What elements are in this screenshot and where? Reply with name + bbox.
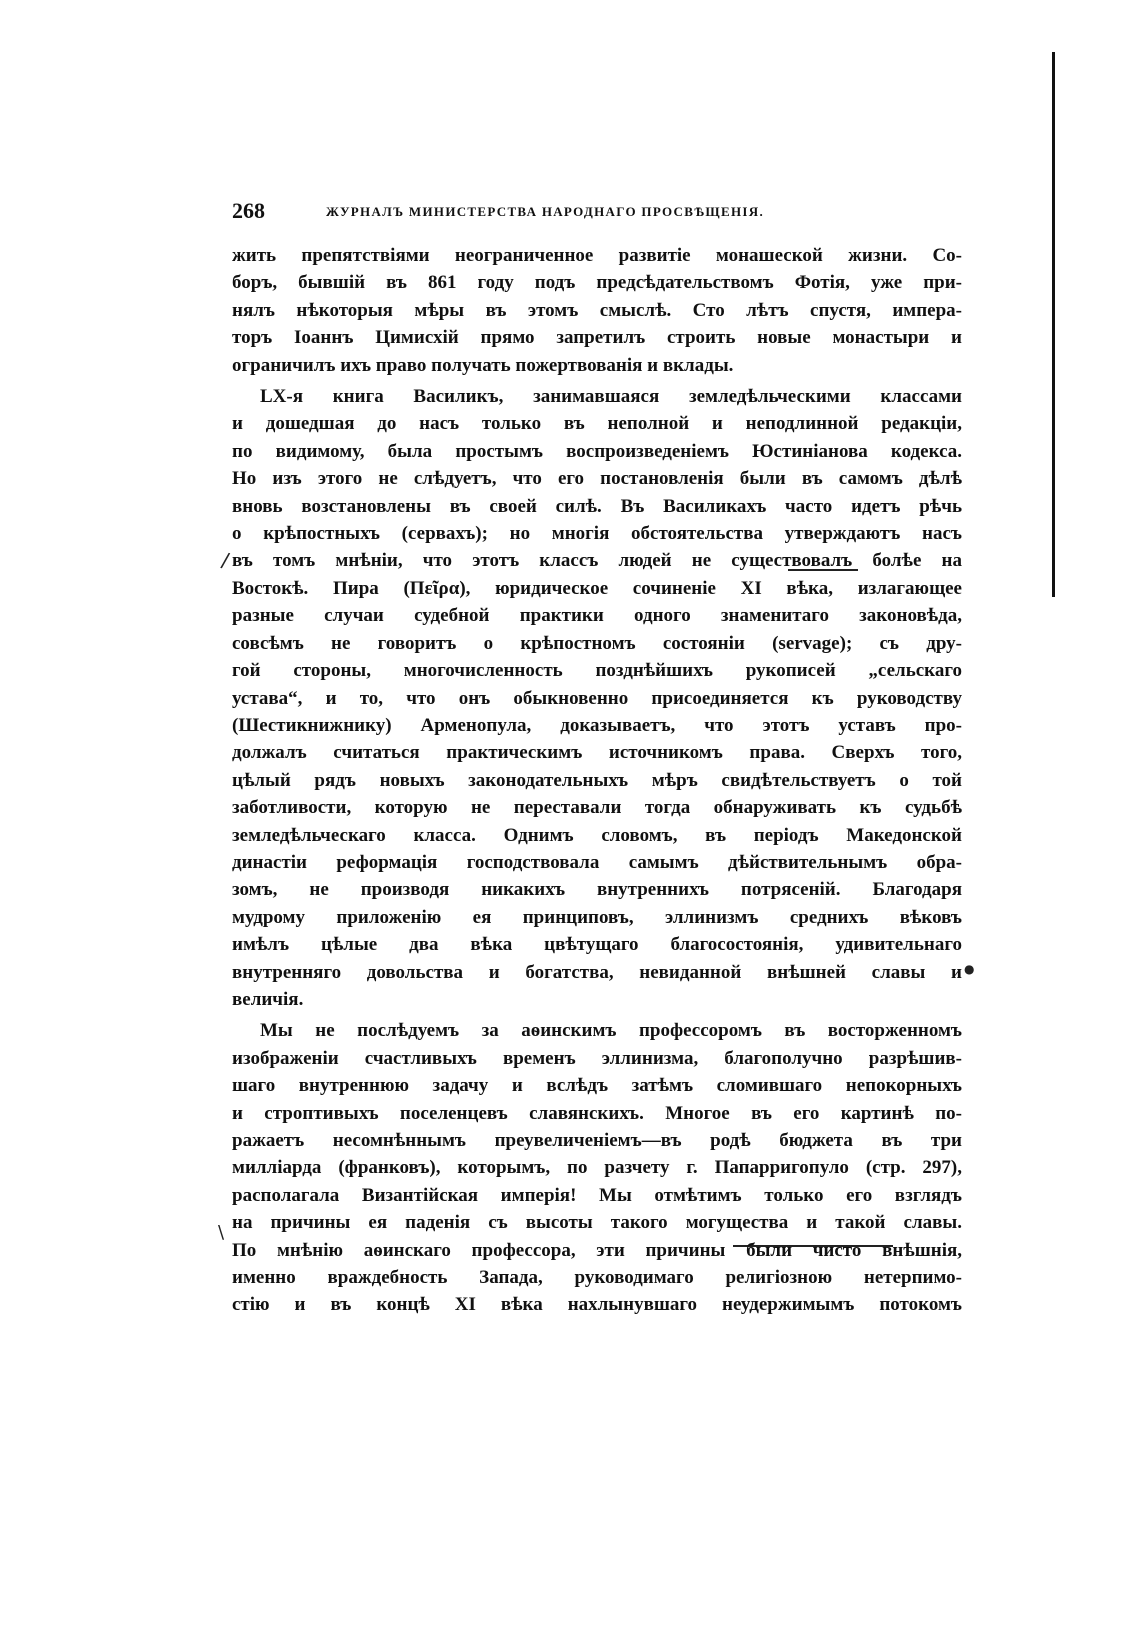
text-line: Но изъ этого не слѣдуетъ, что его постановленія были въ самомъ дѣлѣ bbox=[232, 468, 962, 490]
text-line: мудрому приложенію ея принциповъ, эллинизмъ среднихъ вѣковъ bbox=[232, 906, 962, 928]
text-line: торъ Іоаннъ Цимисхій прямо запретилъ строить новые монастыри и bbox=[232, 327, 962, 349]
margin-pencil-mark: / bbox=[219, 547, 232, 573]
text-line: должалъ считаться практическимъ источникомъ права. Сверхъ того, bbox=[232, 742, 962, 764]
text-line: (Шестикнижнику) Арменопула, доказываетъ, что этотъ уставъ про- bbox=[232, 714, 962, 736]
text-line: Мы не послѣдуемъ за аѳинскимъ профессоромъ въ восторженномъ bbox=[260, 1020, 962, 1042]
text-line: нялъ нѣкоторыя мѣры въ этомъ смыслѣ. Сто лѣтъ спустя, импера- bbox=[232, 299, 962, 321]
text-line: ражаетъ несомнѣннымъ преувеличеніемъ—въ родѣ бюджета въ три bbox=[232, 1130, 962, 1151]
text-line: зомъ, не производя никакихъ внутреннихъ потрясеній. Благодаря bbox=[232, 879, 962, 901]
text-line: располагала Византійская имперія! Мы отмѣтимъ только его взглядъ bbox=[232, 1184, 962, 1206]
text-line: шаго внутреннюю задачу и вслѣдъ затѣмъ сломившаго непокорныхъ bbox=[232, 1075, 962, 1097]
text-line: жить препятствіями неограниченное развитіе монашеской жизни. Со- bbox=[232, 245, 962, 266]
text-line: изображеніи счастливыхъ временъ эллинизма, благополучно разрѣшив- bbox=[232, 1047, 962, 1069]
text-line: земледѣльческаго класса. Однимъ словомъ, въ періодъ Македонской bbox=[232, 824, 962, 846]
text-line: боръ, бывшій въ 861 году подъ предсѣдательствомъ Фотія, уже при- bbox=[232, 272, 962, 294]
text-line: вновь возстановлены въ своей силѣ. Въ Василикахъ часто идетъ рѣчь bbox=[232, 495, 962, 517]
text-line: совсѣмъ не говоритъ о крѣпостномъ состояніи (servage); съ дру- bbox=[232, 632, 962, 654]
text-line: именно враждебность Запада, руководимаго религіозною нетерпимо- bbox=[232, 1267, 962, 1289]
margin-pencil-mark: \ bbox=[218, 1222, 225, 1243]
text-line: династіи реформація господствовала самымъ дѣйствительнымъ обра- bbox=[232, 851, 962, 873]
text-line: о крѣпостныхъ (сервахъ); но многія обстоятельства утверждаютъ насъ bbox=[232, 523, 962, 545]
text-line: по видимому, была простымъ воспроизведеніемъ Юстиніанова кодекса. bbox=[232, 440, 962, 462]
text-line: и строптивыхъ поселенцевъ славянскихъ. Многое въ его картинѣ по- bbox=[232, 1102, 962, 1124]
text-line: милліарда (франковъ), которымъ, по разчету г. Папарригопуло (стр. 297), bbox=[232, 1157, 962, 1179]
text-line: По мнѣнію аѳинскаго профессора, эти причины были чисто внѣшнія, bbox=[232, 1239, 962, 1261]
text-line: стію и въ концѣ XI вѣка нахлынувшаго неудержимымъ потокомъ bbox=[232, 1294, 962, 1316]
text-line: гой стороны, многочисленность позднѣйшихъ рукописей „сельскаго bbox=[232, 660, 962, 682]
text-line: ограничилъ ихъ право получать пожертвованія и вклады. bbox=[232, 354, 734, 376]
text-line: внутренняго довольства и богатства, невиданной внѣшней славы и bbox=[232, 961, 962, 983]
page-number: 268 bbox=[232, 198, 265, 223]
paragraph bbox=[232, 383, 962, 1013]
paragraph bbox=[232, 1017, 962, 1318]
running-head: ЖУРНАЛЪ МИНИСТЕРСТВА НАРОДНАГО ПРОСВѢЩЕНІЯ. bbox=[326, 204, 764, 219]
text-line: LX-я книга Василикъ, занимавшаяся земледѣльческими классами bbox=[260, 386, 962, 408]
text-line: въ томъ мнѣніи, что этотъ классъ людей не существовалъ болѣе на bbox=[232, 550, 962, 572]
paragraph bbox=[232, 242, 962, 379]
text-line: устава“, и то, что онъ обыкновенно присоединяется къ руководству bbox=[232, 687, 962, 709]
text-line: на причины ея паденія съ высоты такого могущества и такой славы. bbox=[232, 1212, 962, 1234]
text-line: имѣлъ цѣлые два вѣка цвѣтущаго благосостоянія, удивительнаго bbox=[232, 934, 962, 956]
text-line: и дошедшая до насъ только въ неполной и неподлинной редакціи, bbox=[232, 413, 962, 435]
text-line: цѣлый рядъ новыхъ законодательныхъ мѣръ свидѣтельствуетъ о той bbox=[232, 769, 962, 791]
margin-vertical-line bbox=[1052, 52, 1055, 597]
margin-dot-mark: ● bbox=[964, 962, 975, 976]
body-text bbox=[232, 242, 962, 1319]
text-line: Востокѣ. Пира (Πεῖρα), юридическое сочиненіе XI вѣка, излагающее bbox=[232, 577, 962, 599]
text-line: разные случаи судебной практики одного знаменитаго законовѣда, bbox=[232, 605, 962, 627]
text-line: заботливости, которую не переставали тогда обнаруживать къ судьбѣ bbox=[232, 797, 962, 819]
page-header bbox=[232, 198, 962, 234]
text-line: величія. bbox=[232, 988, 304, 1010]
